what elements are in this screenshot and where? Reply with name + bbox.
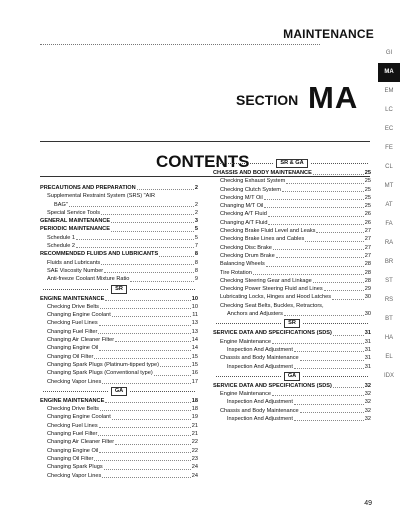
toc-entry[interactable] bbox=[40, 209, 198, 217]
toc-leader-dots bbox=[111, 217, 194, 223]
toc-entry-page: 5 bbox=[194, 226, 198, 233]
toc-leader-dots bbox=[294, 363, 364, 369]
toc-entry-title: Lubricating Locks, Hinges and Hood Latches bbox=[220, 294, 332, 301]
toc-entry-title: RECOMMENDED FLUIDS AND LUBRICANTS bbox=[40, 251, 159, 258]
toc-leader-dots bbox=[332, 293, 364, 299]
toc-entry-page: 21 bbox=[191, 431, 198, 438]
toc-leader-dots bbox=[272, 338, 364, 344]
toc-entry-page: 29 bbox=[364, 286, 371, 293]
toc-leader-dots bbox=[102, 472, 190, 478]
toc-entry-page: 26 bbox=[364, 211, 371, 218]
toc-leader-dots bbox=[104, 463, 191, 469]
toc-entry-page: 14 bbox=[191, 345, 198, 352]
toc-leader-dots bbox=[333, 382, 364, 388]
toc-leader-dots bbox=[98, 328, 190, 334]
toc-entry[interactable] bbox=[213, 338, 371, 346]
toc-entry[interactable] bbox=[40, 217, 198, 225]
header-rule bbox=[40, 44, 320, 45]
toc-entry[interactable] bbox=[213, 235, 371, 243]
section-group-heading bbox=[213, 158, 371, 169]
section-group-label: SR bbox=[111, 285, 127, 294]
header-title: MAINTENANCE bbox=[283, 27, 374, 41]
toc-leader-dots bbox=[294, 398, 364, 404]
toc-leader-dots bbox=[99, 447, 190, 453]
toc-entry-title: Inspection And Adjustment bbox=[227, 346, 293, 353]
toc-leader-dots bbox=[112, 413, 191, 419]
section-tab-ra[interactable]: RA bbox=[384, 240, 394, 246]
toc-entry-title: Changing M/T Oil bbox=[220, 203, 264, 210]
section-tab-lc[interactable]: LC bbox=[385, 107, 393, 113]
page-number: 49 bbox=[364, 500, 372, 507]
toc-leader-dots bbox=[101, 209, 194, 215]
toc-entry-page: 13 bbox=[191, 328, 198, 335]
toc-entry[interactable] bbox=[213, 285, 371, 293]
section-tab-fe[interactable]: FE bbox=[385, 145, 393, 151]
toc-entry[interactable] bbox=[213, 390, 371, 398]
toc-leader-dots bbox=[264, 194, 364, 200]
section-tab-br[interactable]: BR bbox=[384, 259, 394, 265]
toc-leader-dots bbox=[99, 319, 191, 325]
toc-entry[interactable] bbox=[40, 336, 198, 344]
toc-leader-dots bbox=[154, 369, 191, 375]
toc-entry-title: ENGINE MAINTENANCE bbox=[40, 295, 105, 302]
toc-entry[interactable] bbox=[213, 219, 371, 227]
section-group-label: GA bbox=[284, 372, 300, 381]
toc-entry[interactable] bbox=[40, 250, 198, 258]
toc-entry-page: 25 bbox=[364, 203, 371, 210]
toc-entry-title: Changing Oil Filter bbox=[47, 353, 94, 360]
toc-entry-title: Checking Drive Belts bbox=[47, 406, 99, 413]
toc-entry-title: Inspection And Adjustment bbox=[227, 416, 293, 423]
toc-entry-title: Schedule 2 bbox=[47, 243, 75, 250]
toc-leader-dots bbox=[313, 277, 364, 283]
toc-entry-title: Engine Maintenance bbox=[220, 391, 272, 398]
toc-entry-title: Checking Clutch System bbox=[220, 186, 281, 193]
toc-entry[interactable] bbox=[40, 422, 198, 430]
toc-entry-page: 31 bbox=[364, 330, 371, 337]
toc-entry[interactable] bbox=[40, 234, 198, 242]
toc-entry-title: Checking M/T Oil bbox=[220, 194, 263, 201]
toc-entry-page: 30 bbox=[364, 311, 371, 318]
toc-leader-dots bbox=[272, 390, 364, 396]
toc-entry[interactable] bbox=[40, 201, 198, 209]
toc-entry-title: ENGINE MAINTENANCE bbox=[40, 397, 105, 404]
toc-entry-title: Changing Fuel Filter bbox=[47, 431, 98, 438]
toc-entry-page: 27 bbox=[364, 228, 371, 235]
toc-entry-title: Checking Drum Brake bbox=[220, 252, 275, 259]
toc-leader-dots bbox=[100, 405, 191, 411]
toc-entry-page: 2 bbox=[194, 209, 198, 216]
section-tab-at[interactable]: AT bbox=[385, 202, 393, 208]
toc-entry-title: Special Service Tools bbox=[47, 209, 101, 216]
toc-entry-page: 11 bbox=[192, 312, 198, 319]
toc-leader-dots bbox=[99, 344, 190, 350]
toc-entry-title: Changing Engine Oil bbox=[47, 345, 99, 352]
toc-leader-dots bbox=[276, 252, 364, 258]
toc-entry[interactable] bbox=[213, 346, 371, 354]
toc-entry-page: 14 bbox=[191, 337, 198, 344]
toc-entry-title: Checking Steering Gear and Linkage bbox=[220, 277, 312, 284]
toc-entry[interactable] bbox=[40, 361, 198, 369]
toc-entry-title: Schedule 1 bbox=[47, 234, 75, 241]
section-tab-ma[interactable]: MA bbox=[378, 63, 400, 82]
toc-entry[interactable] bbox=[40, 397, 198, 405]
toc-entry[interactable] bbox=[40, 413, 198, 421]
toc-entry-title: Inspection And Adjustment bbox=[227, 363, 293, 370]
toc-entry-page: 10 bbox=[191, 303, 198, 310]
toc-entry[interactable] bbox=[213, 269, 371, 277]
toc-leader-dots bbox=[286, 177, 363, 183]
toc-entry-title: Inspection And Adjustment bbox=[227, 399, 293, 406]
toc-leader-dots bbox=[69, 201, 194, 207]
toc-entry-page: 22 bbox=[191, 447, 198, 454]
toc-leader-dots bbox=[102, 378, 190, 384]
toc-entry[interactable] bbox=[40, 438, 198, 446]
toc-entry[interactable] bbox=[213, 407, 371, 415]
toc-entry-title: Changing Air Cleaner Filter bbox=[47, 439, 115, 446]
toc-entry[interactable] bbox=[213, 382, 371, 390]
toc-right-column bbox=[213, 158, 371, 423]
toc-entry-page: 22 bbox=[191, 439, 198, 446]
toc-entry-page: 8 bbox=[194, 267, 198, 274]
toc-entry-page: 26 bbox=[364, 219, 371, 226]
toc-leader-dots bbox=[98, 430, 190, 436]
toc-entry-page: 27 bbox=[364, 252, 371, 259]
toc-entry[interactable] bbox=[40, 455, 198, 463]
section-tab-idx[interactable]: IDX bbox=[383, 373, 394, 379]
toc-entry-page: 32 bbox=[364, 391, 371, 398]
toc-leader-dots bbox=[94, 353, 190, 359]
toc-entry[interactable] bbox=[213, 415, 371, 423]
toc-entry-title: Checking Seat Belts, Buckles, Retractors, bbox=[220, 302, 324, 309]
toc-leader-dots bbox=[115, 438, 191, 444]
toc-entry[interactable] bbox=[40, 225, 198, 233]
toc-entry-title: Changing Spark Plugs bbox=[47, 464, 103, 471]
toc-entry[interactable] bbox=[213, 293, 371, 301]
toc-entry-title: Engine Maintenance bbox=[220, 338, 272, 345]
toc-leader-dots bbox=[316, 227, 363, 233]
toc-entry-page: 32 bbox=[364, 416, 371, 423]
toc-entry-page: 32 bbox=[364, 382, 371, 389]
toc-entry-page: 13 bbox=[191, 320, 198, 327]
toc-entry-title: Fluids and Lubricants bbox=[47, 259, 101, 266]
toc-entry-page: 25 bbox=[364, 170, 371, 176]
contents-title: CONTENTS bbox=[156, 152, 250, 171]
toc-leader-dots bbox=[130, 275, 193, 281]
toc-leader-dots bbox=[324, 285, 364, 291]
toc-entry-title: Anti-freeze Coolant Mixture Ratio bbox=[47, 276, 130, 283]
toc-entry[interactable] bbox=[213, 194, 371, 202]
toc-entry-page: 28 bbox=[364, 261, 371, 268]
section-tab-el[interactable]: EL bbox=[385, 354, 393, 360]
section-tab-mt[interactable]: MT bbox=[384, 183, 394, 189]
toc-entry-page: 21 bbox=[191, 422, 198, 429]
toc-entry[interactable] bbox=[40, 319, 198, 327]
section-tab-ec[interactable]: EC bbox=[384, 126, 394, 132]
toc-leader-dots bbox=[159, 250, 194, 256]
toc-entry-title: Checking Fuel Lines bbox=[47, 320, 98, 327]
toc-entry-page: 25 bbox=[364, 194, 371, 201]
toc-entry-page: 32 bbox=[364, 407, 371, 414]
toc-entry[interactable] bbox=[40, 275, 198, 283]
toc-entry-page: 31 bbox=[364, 363, 371, 370]
toc-entry[interactable] bbox=[213, 363, 371, 371]
toc-entry-title: PRECAUTIONS AND PREPARATION bbox=[40, 185, 136, 191]
toc-entry-title: Changing Engine Oil bbox=[47, 447, 99, 454]
section-group-heading bbox=[213, 318, 371, 329]
toc-leader-dots bbox=[282, 186, 364, 192]
toc-entry[interactable] bbox=[213, 354, 371, 362]
toc-entry-page: 30 bbox=[364, 294, 371, 301]
toc-entry[interactable] bbox=[213, 202, 371, 210]
toc-entry[interactable] bbox=[213, 302, 371, 310]
toc-entry-page: 15 bbox=[191, 361, 198, 368]
section-tab-em[interactable]: EM bbox=[384, 88, 394, 94]
toc-leader-dots bbox=[105, 397, 190, 403]
section-code: MA bbox=[308, 80, 359, 115]
toc-entry[interactable] bbox=[40, 242, 198, 250]
toc-entry[interactable] bbox=[40, 267, 198, 275]
toc-entry-page: 24 bbox=[191, 472, 198, 479]
toc-entry-title: Supplemental Restraint System (SRS) "AIR bbox=[47, 193, 155, 200]
toc-entry-page: 23 bbox=[191, 455, 198, 462]
section-group-heading bbox=[213, 371, 371, 382]
toc-entry[interactable] bbox=[213, 186, 371, 194]
section-group-heading bbox=[40, 284, 198, 295]
section-tab-rs[interactable]: RS bbox=[384, 297, 394, 303]
toc-leader-dots bbox=[268, 210, 364, 216]
section-group-label: SR bbox=[284, 319, 300, 328]
section-tab-cl[interactable]: CL bbox=[385, 164, 393, 170]
toc-leader-dots bbox=[294, 346, 364, 352]
toc-leader-dots bbox=[76, 234, 194, 240]
toc-entry-title: Checking Power Steering Fluid and Lines bbox=[220, 286, 323, 293]
toc-entry-title: CHASSIS AND BODY MAINTENANCE bbox=[213, 170, 312, 176]
toc-entry-title: Checking Fuel Lines bbox=[47, 422, 98, 429]
toc-entry-title: Changing Oil Filter bbox=[47, 455, 94, 462]
section-group-heading bbox=[40, 386, 198, 397]
toc-entry-title: Changing Engine Coolant bbox=[47, 414, 111, 421]
toc-entry[interactable] bbox=[40, 447, 198, 455]
section-word: SECTION bbox=[236, 92, 299, 108]
section-tab-bt[interactable]: BT bbox=[385, 316, 393, 322]
toc-leader-dots bbox=[137, 184, 194, 190]
toc-entry-page: 8 bbox=[194, 259, 198, 266]
toc-leader-dots bbox=[115, 336, 191, 342]
toc-entry[interactable] bbox=[40, 369, 198, 377]
toc-entry-page: 8 bbox=[194, 251, 198, 258]
toc-entry-page: 31 bbox=[364, 346, 371, 353]
toc-entry-title: Changing Air Cleaner Filter bbox=[47, 337, 115, 344]
toc-entry[interactable] bbox=[40, 311, 198, 319]
toc-entry-page: 9 bbox=[194, 276, 198, 283]
toc-entry-page: 27 bbox=[364, 244, 371, 251]
toc-leader-dots bbox=[294, 415, 364, 421]
toc-leader-dots bbox=[112, 311, 191, 317]
section-tab-fa[interactable]: FA bbox=[385, 221, 393, 227]
toc-entry[interactable] bbox=[213, 277, 371, 285]
toc-entry-title: BAG" bbox=[54, 201, 68, 208]
toc-entry-title: SERVICE DATA AND SPECIFICATIONS (SDS) bbox=[213, 382, 332, 389]
toc-entry[interactable] bbox=[213, 177, 371, 185]
toc-entry[interactable] bbox=[40, 328, 198, 336]
toc-entry[interactable] bbox=[213, 244, 371, 252]
toc-leader-dots bbox=[333, 329, 364, 335]
toc-entry-page: 25 bbox=[364, 178, 371, 185]
toc-leader-dots bbox=[76, 242, 194, 248]
toc-entry-title: Checking Vapor Lines bbox=[47, 378, 102, 385]
toc-entry[interactable] bbox=[40, 463, 198, 471]
toc-entry-title: Changing A/T Fluid bbox=[220, 219, 268, 226]
toc-leader-dots bbox=[253, 269, 364, 275]
toc-leader-dots bbox=[266, 260, 364, 266]
toc-leader-dots bbox=[111, 225, 194, 231]
section-group-label: GA bbox=[111, 387, 127, 396]
toc-entry[interactable] bbox=[40, 472, 198, 480]
section-tab-st[interactable]: ST bbox=[385, 278, 393, 284]
toc-entry-title: Checking Vapor Lines bbox=[47, 472, 102, 479]
toc-entry[interactable] bbox=[40, 259, 198, 267]
toc-entry-page: 32 bbox=[364, 399, 371, 406]
toc-leader-dots bbox=[104, 267, 194, 273]
toc-entry-page: 15 bbox=[191, 353, 198, 360]
toc-entry[interactable] bbox=[213, 227, 371, 235]
toc-entry-page: 3 bbox=[194, 218, 198, 225]
toc-entry-title: Chassis and Body Maintenance bbox=[220, 407, 299, 414]
toc-leader-dots bbox=[268, 219, 363, 225]
toc-entry-title: Checking Exhaust System bbox=[220, 178, 286, 185]
toc-entry-title: Changing Spark Plugs (Conventional type) bbox=[47, 370, 153, 377]
toc-entry[interactable] bbox=[213, 169, 371, 177]
toc-entry-page: 28 bbox=[364, 277, 371, 284]
toc-entry-page: 31 bbox=[364, 338, 371, 345]
toc-entry-page: 18 bbox=[191, 397, 198, 404]
toc-entry-title: Checking Brake Fluid Level and Leaks bbox=[220, 228, 316, 235]
toc-leader-dots bbox=[99, 422, 191, 428]
toc-entry[interactable] bbox=[213, 310, 371, 318]
toc-entry[interactable] bbox=[40, 405, 198, 413]
toc-entry-title: PERIODIC MAINTENANCE bbox=[40, 226, 110, 233]
toc-entry[interactable] bbox=[40, 192, 198, 200]
section-tabs bbox=[378, 44, 400, 386]
toc-leader-dots bbox=[94, 455, 190, 461]
toc-entry-page: 27 bbox=[364, 236, 371, 243]
toc-leader-dots bbox=[284, 310, 364, 316]
toc-entry[interactable] bbox=[40, 184, 198, 192]
toc-entry[interactable] bbox=[40, 353, 198, 361]
toc-entry-page: 5 bbox=[194, 234, 198, 241]
toc-entry[interactable] bbox=[40, 430, 198, 438]
toc-leader-dots bbox=[305, 235, 363, 241]
toc-entry-title: Changing Engine Coolant bbox=[47, 312, 111, 319]
toc-entry-title: GENERAL MAINTENANCE bbox=[40, 218, 111, 225]
section-tab-gi[interactable]: GI bbox=[385, 50, 393, 56]
toc-entry-title: Chassis and Body Maintenance bbox=[220, 355, 299, 362]
toc-leader-dots bbox=[105, 295, 190, 301]
toc-leader-dots bbox=[273, 244, 364, 250]
toc-entry-title: Checking Brake Lines and Cables bbox=[220, 236, 305, 243]
toc-entry[interactable] bbox=[213, 329, 371, 337]
toc-entry[interactable] bbox=[40, 344, 198, 352]
toc-entry-page: 25 bbox=[364, 186, 371, 193]
toc-entry-title: Tire Rotation bbox=[220, 269, 252, 276]
toc-entry-page: 19 bbox=[191, 414, 198, 421]
toc-entry-title: SERVICE DATA AND SPECIFICATIONS (SDS) bbox=[213, 330, 332, 337]
toc-entry-page: 17 bbox=[191, 378, 198, 385]
toc-entry-page: 31 bbox=[364, 355, 371, 362]
toc-entry-title: Changing Fuel Filter bbox=[47, 328, 98, 335]
toc-entry[interactable] bbox=[213, 252, 371, 260]
toc-entry-page: 10 bbox=[191, 295, 198, 302]
section-tab-ha[interactable]: HA bbox=[384, 335, 394, 341]
toc-entry-title: Balancing Wheels bbox=[220, 261, 265, 268]
toc-entry-page: 28 bbox=[364, 269, 371, 276]
toc-leader-dots bbox=[313, 169, 364, 175]
toc-entry[interactable] bbox=[213, 398, 371, 406]
toc-entry-title: Changing Spark Plugs (Platinum-tipped type) bbox=[47, 361, 159, 368]
toc-leader-dots bbox=[264, 202, 363, 208]
toc-entry-page: 7 bbox=[194, 243, 198, 250]
section-group-label: SR & GA bbox=[276, 159, 307, 168]
toc-entry-page: 16 bbox=[191, 370, 198, 377]
toc-entry-page: 24 bbox=[191, 464, 198, 471]
toc-entry-page: 18 bbox=[191, 406, 198, 413]
toc-entry-title: Checking Drive Belts bbox=[47, 303, 99, 310]
toc-entry-title: SAE Viscosity Number bbox=[47, 267, 104, 274]
toc-entry-title: Anchors and Adjusters bbox=[227, 311, 283, 318]
contents-top-rule bbox=[40, 141, 370, 142]
toc-entry[interactable] bbox=[213, 210, 371, 218]
toc-entry-page: 2 bbox=[194, 185, 198, 191]
toc-entry-page: 2 bbox=[194, 201, 198, 208]
toc-leader-dots bbox=[300, 407, 364, 413]
toc-entry[interactable] bbox=[40, 295, 198, 303]
toc-entry[interactable] bbox=[213, 260, 371, 268]
toc-entry-title: Checking A/T Fluid bbox=[220, 211, 267, 218]
toc-entry[interactable] bbox=[40, 303, 198, 311]
toc-entry[interactable] bbox=[40, 378, 198, 386]
toc-leader-dots bbox=[101, 259, 194, 265]
toc-leader-dots bbox=[100, 303, 191, 309]
toc-entry-title: Checking Disc Brake bbox=[220, 244, 272, 251]
toc-leader-dots bbox=[160, 361, 191, 367]
toc-left-column bbox=[40, 184, 198, 480]
toc-leader-dots bbox=[300, 354, 364, 360]
